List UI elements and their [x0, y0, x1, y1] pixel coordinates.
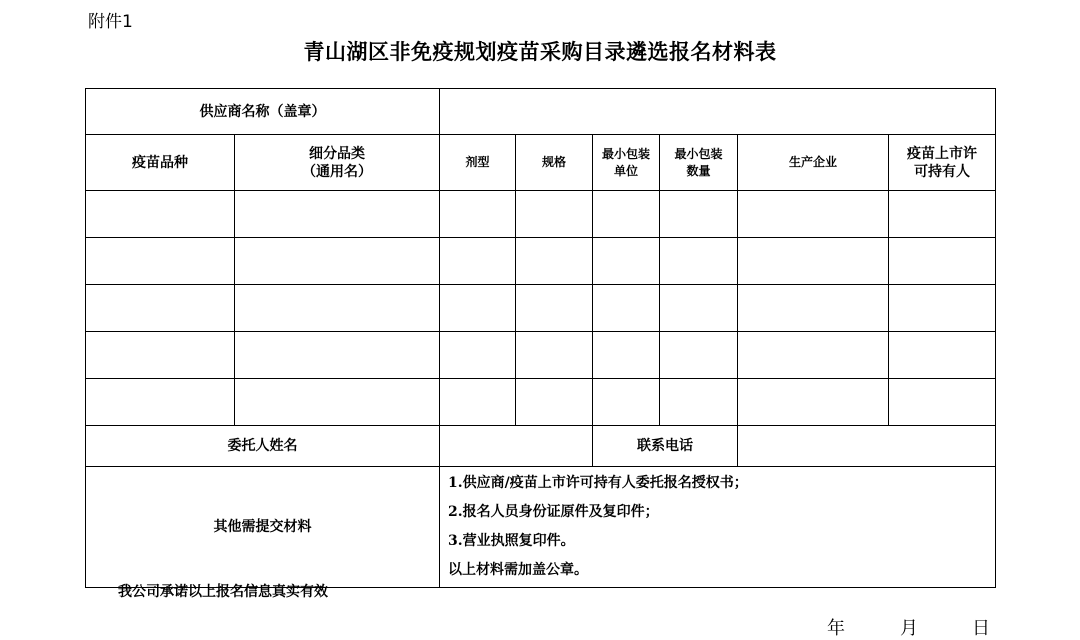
header-dosage-form: 剂型 — [440, 135, 516, 191]
data-cell[interactable] — [440, 191, 516, 238]
table-row — [86, 332, 996, 379]
header-subcategory-line2: （通用名） — [302, 163, 372, 180]
phone-label: 联系电话 — [593, 426, 738, 467]
data-cell[interactable] — [235, 379, 440, 426]
data-cell[interactable] — [889, 191, 996, 238]
header-min-pack-qty-line1: 最小包装 — [674, 146, 723, 161]
other-materials-list — [440, 467, 996, 588]
header-mah — [889, 135, 996, 191]
header-min-pack-unit-line2: 单位 — [613, 163, 638, 178]
data-cell[interactable] — [660, 191, 738, 238]
other-materials-row — [86, 467, 996, 588]
data-cell[interactable] — [516, 191, 593, 238]
data-cell[interactable] — [660, 379, 738, 426]
data-cell[interactable] — [235, 332, 440, 379]
data-cell[interactable] — [235, 285, 440, 332]
table-row — [86, 191, 996, 238]
data-cell[interactable] — [440, 332, 516, 379]
header-subcategory-line1: 细分品类 — [309, 145, 365, 162]
date-year-label: 年 — [827, 618, 845, 639]
other-material-item: 2.报名人员身份证原件及复印件； — [448, 504, 659, 520]
data-cell[interactable] — [738, 285, 889, 332]
header-min-pack-unit — [593, 135, 660, 191]
table-row — [86, 379, 996, 426]
data-cell[interactable] — [86, 285, 235, 332]
registration-form-table — [85, 88, 996, 588]
data-cell[interactable] — [86, 332, 235, 379]
data-cell[interactable] — [593, 285, 660, 332]
data-cell[interactable] — [738, 238, 889, 285]
table-row — [86, 238, 996, 285]
header-min-pack-qty — [660, 135, 738, 191]
data-cell[interactable] — [516, 285, 593, 332]
header-subcategory — [235, 135, 440, 191]
date-month-label: 月 — [900, 618, 918, 639]
other-material-item: 3.营业执照复印件。 — [448, 533, 575, 549]
data-cell[interactable] — [889, 379, 996, 426]
commitment-statement: 我公司承诺以上报名信息真实有效 — [118, 584, 328, 600]
data-cell[interactable] — [86, 379, 235, 426]
header-vaccine-type: 疫苗品种 — [86, 135, 235, 191]
header-manufacturer: 生产企业 — [738, 135, 889, 191]
supplier-row — [86, 89, 996, 135]
other-materials-label: 其他需提交材料 — [86, 467, 440, 588]
data-cell[interactable] — [86, 238, 235, 285]
data-cell[interactable] — [889, 332, 996, 379]
phone-field[interactable] — [738, 426, 996, 467]
data-cell[interactable] — [516, 238, 593, 285]
contact-name-label: 委托人姓名 — [86, 426, 440, 467]
header-min-pack-qty-line2: 数量 — [686, 163, 711, 178]
data-cell[interactable] — [660, 285, 738, 332]
data-cell[interactable] — [440, 285, 516, 332]
data-cell[interactable] — [440, 379, 516, 426]
data-cell[interactable] — [235, 191, 440, 238]
data-cell[interactable] — [738, 191, 889, 238]
header-mah-line2: 可持有人 — [914, 163, 971, 180]
data-cell[interactable] — [738, 332, 889, 379]
contact-row — [86, 426, 996, 467]
data-cell[interactable] — [235, 238, 440, 285]
contact-name-field[interactable] — [440, 426, 593, 467]
date-day-label: 日 — [972, 618, 990, 639]
other-material-item: 以上材料需加盖公章。 — [448, 562, 588, 578]
header-row — [86, 135, 996, 191]
header-specification: 规格 — [516, 135, 593, 191]
supplier-name-label: 供应商名称（盖章） — [86, 89, 440, 135]
header-mah-line1: 疫苗上市许 — [907, 145, 978, 162]
supplier-name-field[interactable] — [440, 89, 996, 135]
data-cell[interactable] — [86, 191, 235, 238]
header-min-pack-unit-line1: 最小包装 — [601, 146, 650, 161]
data-cell[interactable] — [516, 379, 593, 426]
data-cell[interactable] — [738, 379, 889, 426]
attachment-label: 附件1 — [88, 12, 133, 32]
table-row — [86, 285, 996, 332]
data-cell[interactable] — [889, 285, 996, 332]
data-cell[interactable] — [593, 191, 660, 238]
other-material-item: 1.供应商/疫苗上市许可持有人委托报名授权书； — [448, 475, 748, 491]
data-cell[interactable] — [593, 379, 660, 426]
data-cell[interactable] — [593, 332, 660, 379]
data-cell[interactable] — [593, 238, 660, 285]
data-cell[interactable] — [660, 238, 738, 285]
data-cell[interactable] — [516, 332, 593, 379]
data-cell[interactable] — [660, 332, 738, 379]
data-cell[interactable] — [889, 238, 996, 285]
page-title: 青山湖区非免疫规划疫苗采购目录遴选报名材料表 — [303, 40, 777, 64]
data-cell[interactable] — [440, 238, 516, 285]
